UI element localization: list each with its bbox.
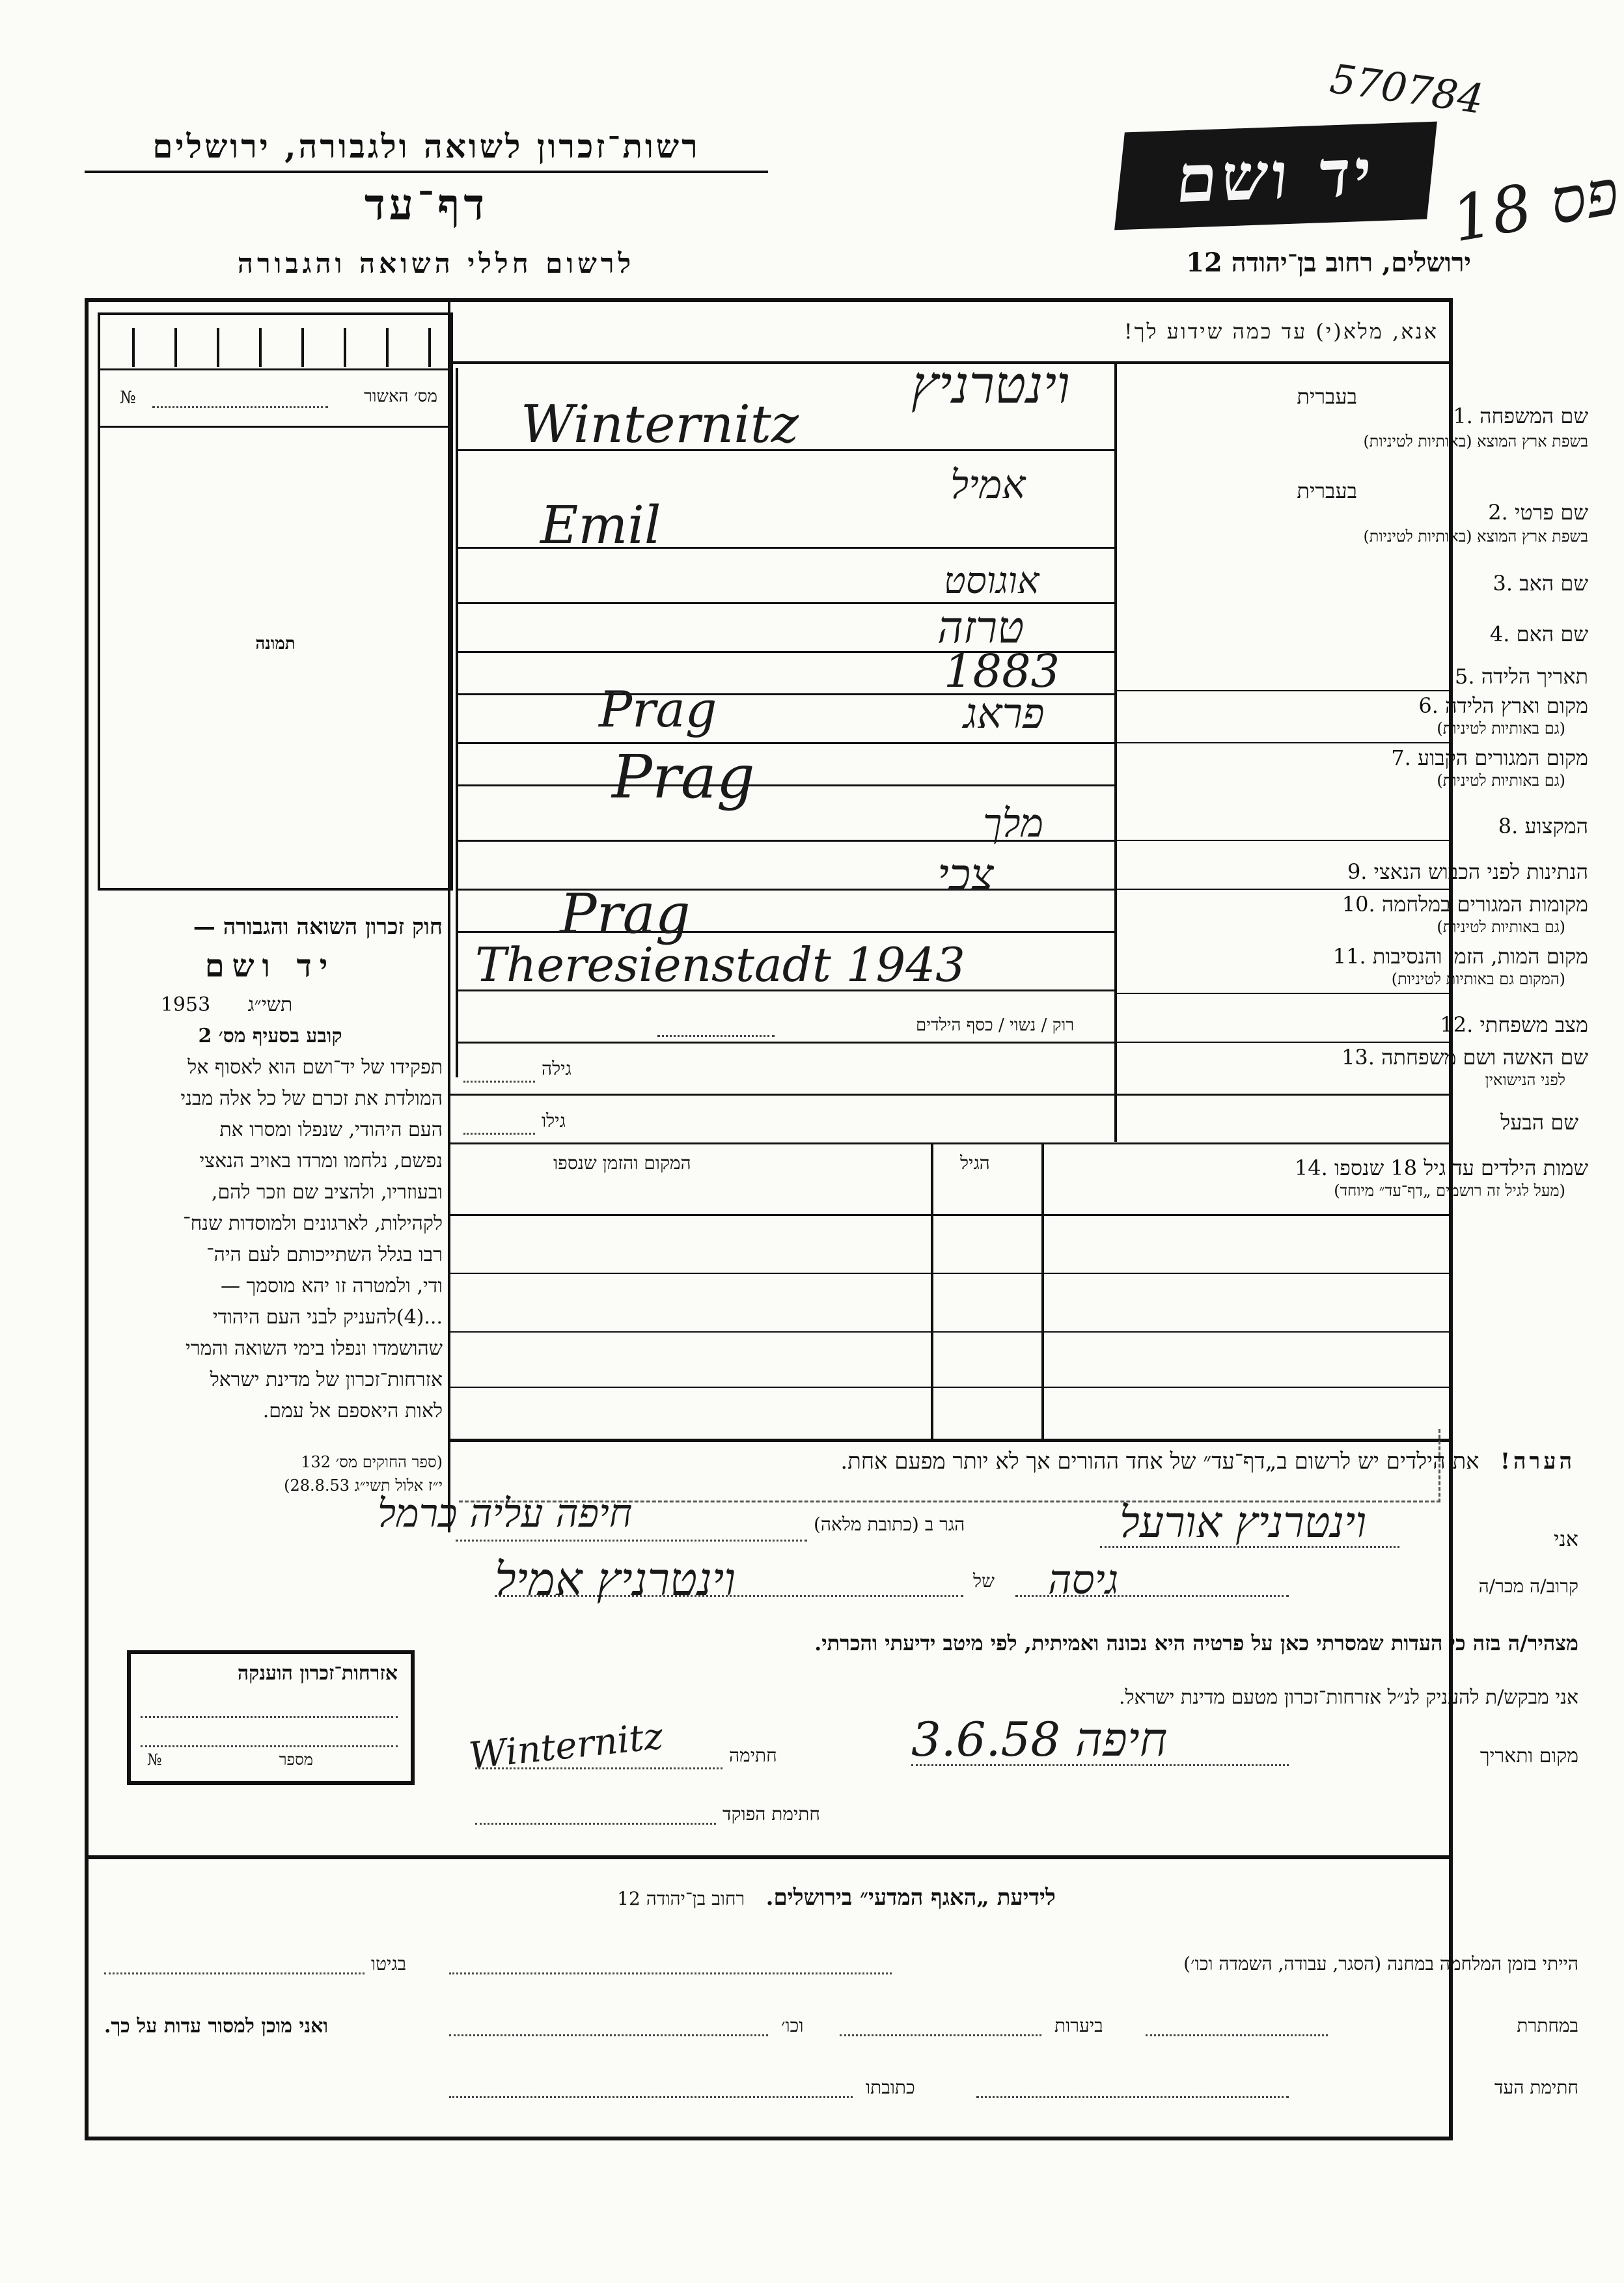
label-rule (1117, 690, 1449, 691)
handwritten-f2-latin: Emil (540, 495, 661, 555)
field-14-label: שמות הילדים עד גיל 18 שנספו .14 (1294, 1155, 1588, 1180)
field-11-text: מקום המות, הזמן והנסיבות (1372, 944, 1588, 969)
field-6-text: מקום וארץ הלידה (1445, 693, 1588, 718)
value-left-border (456, 368, 458, 1077)
footer-underground-dotted (1146, 2034, 1328, 2036)
law-line: נפשם, נלחמו ומרדו באויב הנאצי (199, 1150, 443, 1172)
field-13-age-label: גילה (542, 1058, 571, 1079)
field-12-text: מצב משפחתי (1479, 1012, 1588, 1037)
frame-right (1449, 298, 1453, 2140)
field-14-age-header: הגיל (960, 1152, 990, 1174)
husband-label: שם הבעל (1500, 1110, 1578, 1135)
husband-age-dotted (463, 1133, 535, 1135)
frame-bottom (85, 2137, 1452, 2140)
law-line: תפקידו של יד־ושם הוא לאסוף אל (187, 1056, 443, 1079)
intro-text: אנא, מלא(י) עד כמה שידוע לך! (1123, 319, 1438, 344)
label-rule (1117, 840, 1449, 841)
field-1-sub: בשפת ארץ המוצא (באותיות לטיניות) (1363, 432, 1588, 450)
handwritten-f10-latin: Prag (560, 882, 691, 946)
handwritten-declarant-name: וינטרניץ אורעל (1120, 1497, 1367, 1547)
photo-label: תמונה (255, 634, 296, 654)
memorial-dotted (141, 1745, 398, 1747)
field-9-text: הנתינות לפני הכבוש הנאצי (1373, 859, 1588, 884)
law-line: ...(4)להעניק לבני העם היהודי (212, 1306, 443, 1329)
approval-rule (100, 368, 450, 370)
law-name: יד ושם (204, 948, 336, 984)
law-title: חוק זכרון השואה והגבורה — (193, 914, 443, 940)
row-rule (450, 1094, 1449, 1096)
memorial-dotted (141, 1716, 398, 1718)
field-5-label: תאריך הלידה .5 (1455, 664, 1588, 689)
footer-witness-label: חתימת העד (1494, 2077, 1578, 2098)
header-rule (85, 171, 768, 173)
approval-rule-2 (100, 426, 450, 428)
handwritten-f9: צכי (937, 850, 994, 901)
law-year-heb: תשי״ג (247, 993, 293, 1016)
field-11-sub: (המקום גם באותיות לטיניות) (1391, 970, 1565, 988)
footer-camp-dotted (449, 1972, 892, 1974)
field-5-text: תאריך הלידה (1481, 664, 1588, 689)
handwritten-f6-hebrew: פראג (963, 690, 1045, 738)
field-12-label: מצב משפחתי .12 (1440, 1012, 1588, 1037)
declaration-place-date-label: מקום ותאריך (1479, 1745, 1578, 1767)
field-7-sub: (גם באותיות לטיניות) (1437, 771, 1565, 790)
field-10-sub: (גם באותיות לטיניות) (1437, 918, 1565, 936)
footer-etc-dotted (449, 2034, 768, 2036)
law-line: לקהילות, לארגונים ולמוסדות שנח־ (183, 1212, 443, 1235)
label-rule (1117, 993, 1449, 994)
field-2-label: שם פרטי .2 (1488, 500, 1588, 525)
fields-divider (1114, 364, 1117, 1142)
handwritten-f4: טרזה (937, 602, 1025, 654)
field-1-text: שם המשפחה (1479, 404, 1588, 428)
declaration-of-label: של (973, 1570, 995, 1592)
row-rule (450, 1142, 1449, 1144)
children-divider (1041, 1144, 1044, 1441)
handwritten-f1-latin: Winternitz (521, 394, 799, 454)
footer-heading (495, 1885, 1178, 1911)
tick (132, 328, 135, 367)
law-line: ובעוזריו, ולהציב שם וזכר להם, (211, 1181, 443, 1204)
handwritten-f2-hebrew: אמיל (950, 462, 1026, 508)
field-13-sub: לפני הנישואין (1485, 1071, 1565, 1089)
label-rule (1117, 1042, 1449, 1043)
footer-address-dotted (449, 2096, 853, 2098)
field-3-label: שם האב .3 (1493, 571, 1588, 596)
declaration-statement: מצהיר/ה בזה כי העדות שמסרתי כאן על פרטיה היא נכונה ואמיתית, לפי מיטב ידיעתי והכרתי. (814, 1631, 1578, 1655)
note-text (840, 1448, 1575, 1474)
declaration-request: אני מבקש/ת להעניק לנ״ל אזרחות־זכרון מטעם מדינת ישראל. (1118, 1686, 1578, 1709)
photo-box (98, 312, 453, 891)
tick (344, 328, 346, 367)
approval-no: № (120, 388, 136, 408)
official-signature-label: חתימת הפוקד (723, 1803, 820, 1825)
form-title: דף־עד (364, 179, 489, 230)
handwritten-f3: אוגוסט (944, 560, 1039, 602)
handwritten-place-date: חיפה 3.6.58 (911, 1712, 1168, 1767)
footer-address: רחוב בן־יהודה 12 (617, 1888, 745, 1909)
row-rule (458, 931, 1114, 933)
tick (174, 328, 177, 367)
official-signature-dotted (475, 1823, 716, 1825)
field-7-text: מקום המגורים הקבוע (1417, 745, 1588, 770)
approval-dotted (152, 406, 328, 408)
children-header-rule (450, 1214, 1449, 1216)
field-4-text: שם האם (1516, 622, 1588, 646)
logo-text: יד ושם (1172, 133, 1379, 218)
row-rule (458, 1042, 1114, 1044)
law-line: ודי, ולמטרה זו יהא מוסמך — (220, 1275, 443, 1297)
label-in-hebrew-2: בעברית (1297, 478, 1357, 503)
field-10-text: מקומות המגורים במלחמה (1381, 892, 1588, 917)
declaration-resident-label: הגר ב (כתובת מלאה) (814, 1514, 965, 1535)
declaration-signature-label: חתימה (729, 1745, 777, 1766)
memorial-box-no: № (147, 1750, 162, 1769)
authority-name: רשות־זכרון לשואה ולגבורה, ירושלים (152, 127, 700, 165)
form-subtitle: לרשום חללי השואה והגבורה (237, 247, 635, 279)
field-3-text: שם האב (1519, 571, 1588, 596)
field-11-label: מקום המות, הזמן והנסיבות .11 (1332, 944, 1588, 969)
handwritten-f1-hebrew: וינטרניץ (911, 355, 1070, 415)
field-2-text: שם פרטי (1515, 500, 1588, 525)
declaration-address-dotted (456, 1540, 807, 1542)
field-14-sub: (מעל לגיל זה רושמים „דף־עד״ מיוחד) (1334, 1182, 1565, 1200)
law-section: קובע בסעיף מס׳ 2 (198, 1025, 342, 1047)
field-13-label: שם האשה ושם משפחתה .13 (1342, 1045, 1588, 1070)
field-2-sub: בשפת ארץ המוצא (באותיות לטיניות) (1363, 527, 1588, 546)
children-row-rule (450, 1387, 1449, 1388)
note-body: את הילדים יש לרשום ב„דף־עד״ של אחד ההורים אך לא יותר מפעם אחת. (840, 1448, 1479, 1474)
handwritten-f7-latin: Prag (612, 742, 755, 812)
tick (301, 328, 304, 367)
children-divider (931, 1144, 933, 1441)
declaration-i-label: אני (1554, 1527, 1578, 1551)
handwritten-f5: 1883 (944, 644, 1060, 698)
field-8-label: המקצוע .8 (1498, 814, 1588, 838)
handwritten-signature: Winternitz (467, 1715, 665, 1778)
header-address: ירושלים, רחוב בן־יהודה 12 (1186, 247, 1471, 278)
tick (217, 328, 219, 367)
label-rule (1117, 889, 1449, 890)
field-13-text: שם האשה ושם משפחתה (1381, 1045, 1588, 1070)
law-text-block (98, 911, 443, 1497)
husband-age-label: גילו (542, 1110, 566, 1131)
row-rule (458, 784, 1114, 786)
children-row-rule (450, 1331, 1449, 1333)
law-line: אזרחות־זכרון של מדינת ישראל (210, 1368, 443, 1391)
field-8-text: המקצוע (1524, 814, 1588, 838)
law-line: לאות היאספם אל עמם. (262, 1400, 443, 1422)
footer-rule (89, 1855, 1449, 1859)
footer-ghetto-label: בגיטו (371, 1953, 407, 1974)
field-6-label: מקום וארץ הלידה .6 (1418, 693, 1588, 718)
footer-forests-label: ביערות (1054, 2015, 1103, 2036)
field-1-label: שם המשפחה .1 (1453, 404, 1588, 428)
yad-vashem-logo (1114, 122, 1437, 230)
handwritten-declarant-address: חיפה עליה כרמל (378, 1491, 633, 1536)
law-source-2: י״ז אלול תשי״ג 28.8.53) (284, 1476, 443, 1495)
tick (428, 328, 431, 367)
frame-left (85, 298, 89, 2140)
tick (386, 328, 389, 367)
footer-line-1: הייתי בזמן המלחמה במחנה (הסגר, עבודה, השמדה וכו׳) (1183, 1953, 1578, 1974)
field-14-place-header: המקום והזמן שנספו (553, 1152, 691, 1174)
field-12-options: רוק / נשוי / כסף הילדים (916, 1016, 1074, 1035)
field-13-age-dotted (463, 1081, 535, 1083)
law-line: רבו בגלל השתייכותם לעם היה־ (206, 1243, 443, 1266)
footer-witness-dotted (976, 2096, 1289, 2098)
children-row-rule (450, 1273, 1449, 1274)
footer-forests-dotted (840, 2034, 1041, 2036)
law-line: המולדת את זכרם של כל אלה מבני (180, 1087, 443, 1110)
label-in-hebrew-1: בעברית (1297, 384, 1357, 409)
field-10-label: מקומות המגורים במלחמה .10 (1342, 892, 1588, 917)
handwritten-f6-latin: Prag (599, 680, 717, 738)
field-4-label: שם האם .4 (1489, 622, 1588, 646)
law-line: העם היהודי, שנפלו ומסרו את (219, 1118, 443, 1141)
field-7-label: מקום המגורים הקבוע .7 (1391, 745, 1588, 770)
tick (259, 328, 262, 367)
footer-underground-label: במחתרת (1517, 2015, 1578, 2036)
note-label: הערה! (1500, 1448, 1575, 1474)
row-rule (458, 742, 1114, 744)
declaration-relative-label: קרוב/ה מכר/ה (1478, 1575, 1578, 1597)
handwritten-relation: גיסה (1048, 1556, 1119, 1603)
law-source-1: (ספר החוקים מס׳ 132 (301, 1453, 443, 1471)
frame-top (85, 298, 1452, 302)
memorial-citizenship-box (127, 1650, 415, 1785)
law-line: שהושמדו ונפלו בימי השואה והמרי (185, 1337, 443, 1360)
label-rule (1117, 742, 1449, 743)
row-rule (458, 889, 1114, 891)
memorial-box-title: אזרחות־זכרון הוענקה (237, 1662, 398, 1685)
field-6-sub: (גם באותיות לטיניות) (1437, 719, 1565, 738)
law-year: 1953 (160, 993, 211, 1016)
handwritten-relation-of: וינטרניץ אמיל (495, 1553, 736, 1606)
footer-address-label: כתובתו (866, 2077, 915, 2098)
memorial-box-number: מספר (279, 1750, 313, 1769)
footer-ghetto-dotted (104, 1972, 365, 1974)
field-14-text: שמות הילדים עד גיל 18 שנספו (1334, 1155, 1588, 1180)
handwritten-f8: מלך (983, 801, 1044, 846)
left-column-divider (448, 302, 450, 1532)
handwritten-f11-latin: Theresienstadt 1943 (475, 937, 965, 992)
field-12-dotted (657, 1035, 775, 1037)
footer-etc-label: וכו׳ (781, 2015, 804, 2036)
approval-label: מס׳ האשור (364, 387, 437, 406)
reference-number: 570784 (1327, 54, 1487, 124)
field-9-label: הנתינות לפני הכבוש הנאצי .9 (1347, 859, 1588, 884)
handwritten-mark: פס 18 (1446, 155, 1624, 256)
footer-title: לידיעת „האגף המדעי״ בירושלים. (765, 1885, 1056, 1911)
footer-line-2-end: ואני מוכן למסור עדות על כך. (104, 2015, 329, 2038)
